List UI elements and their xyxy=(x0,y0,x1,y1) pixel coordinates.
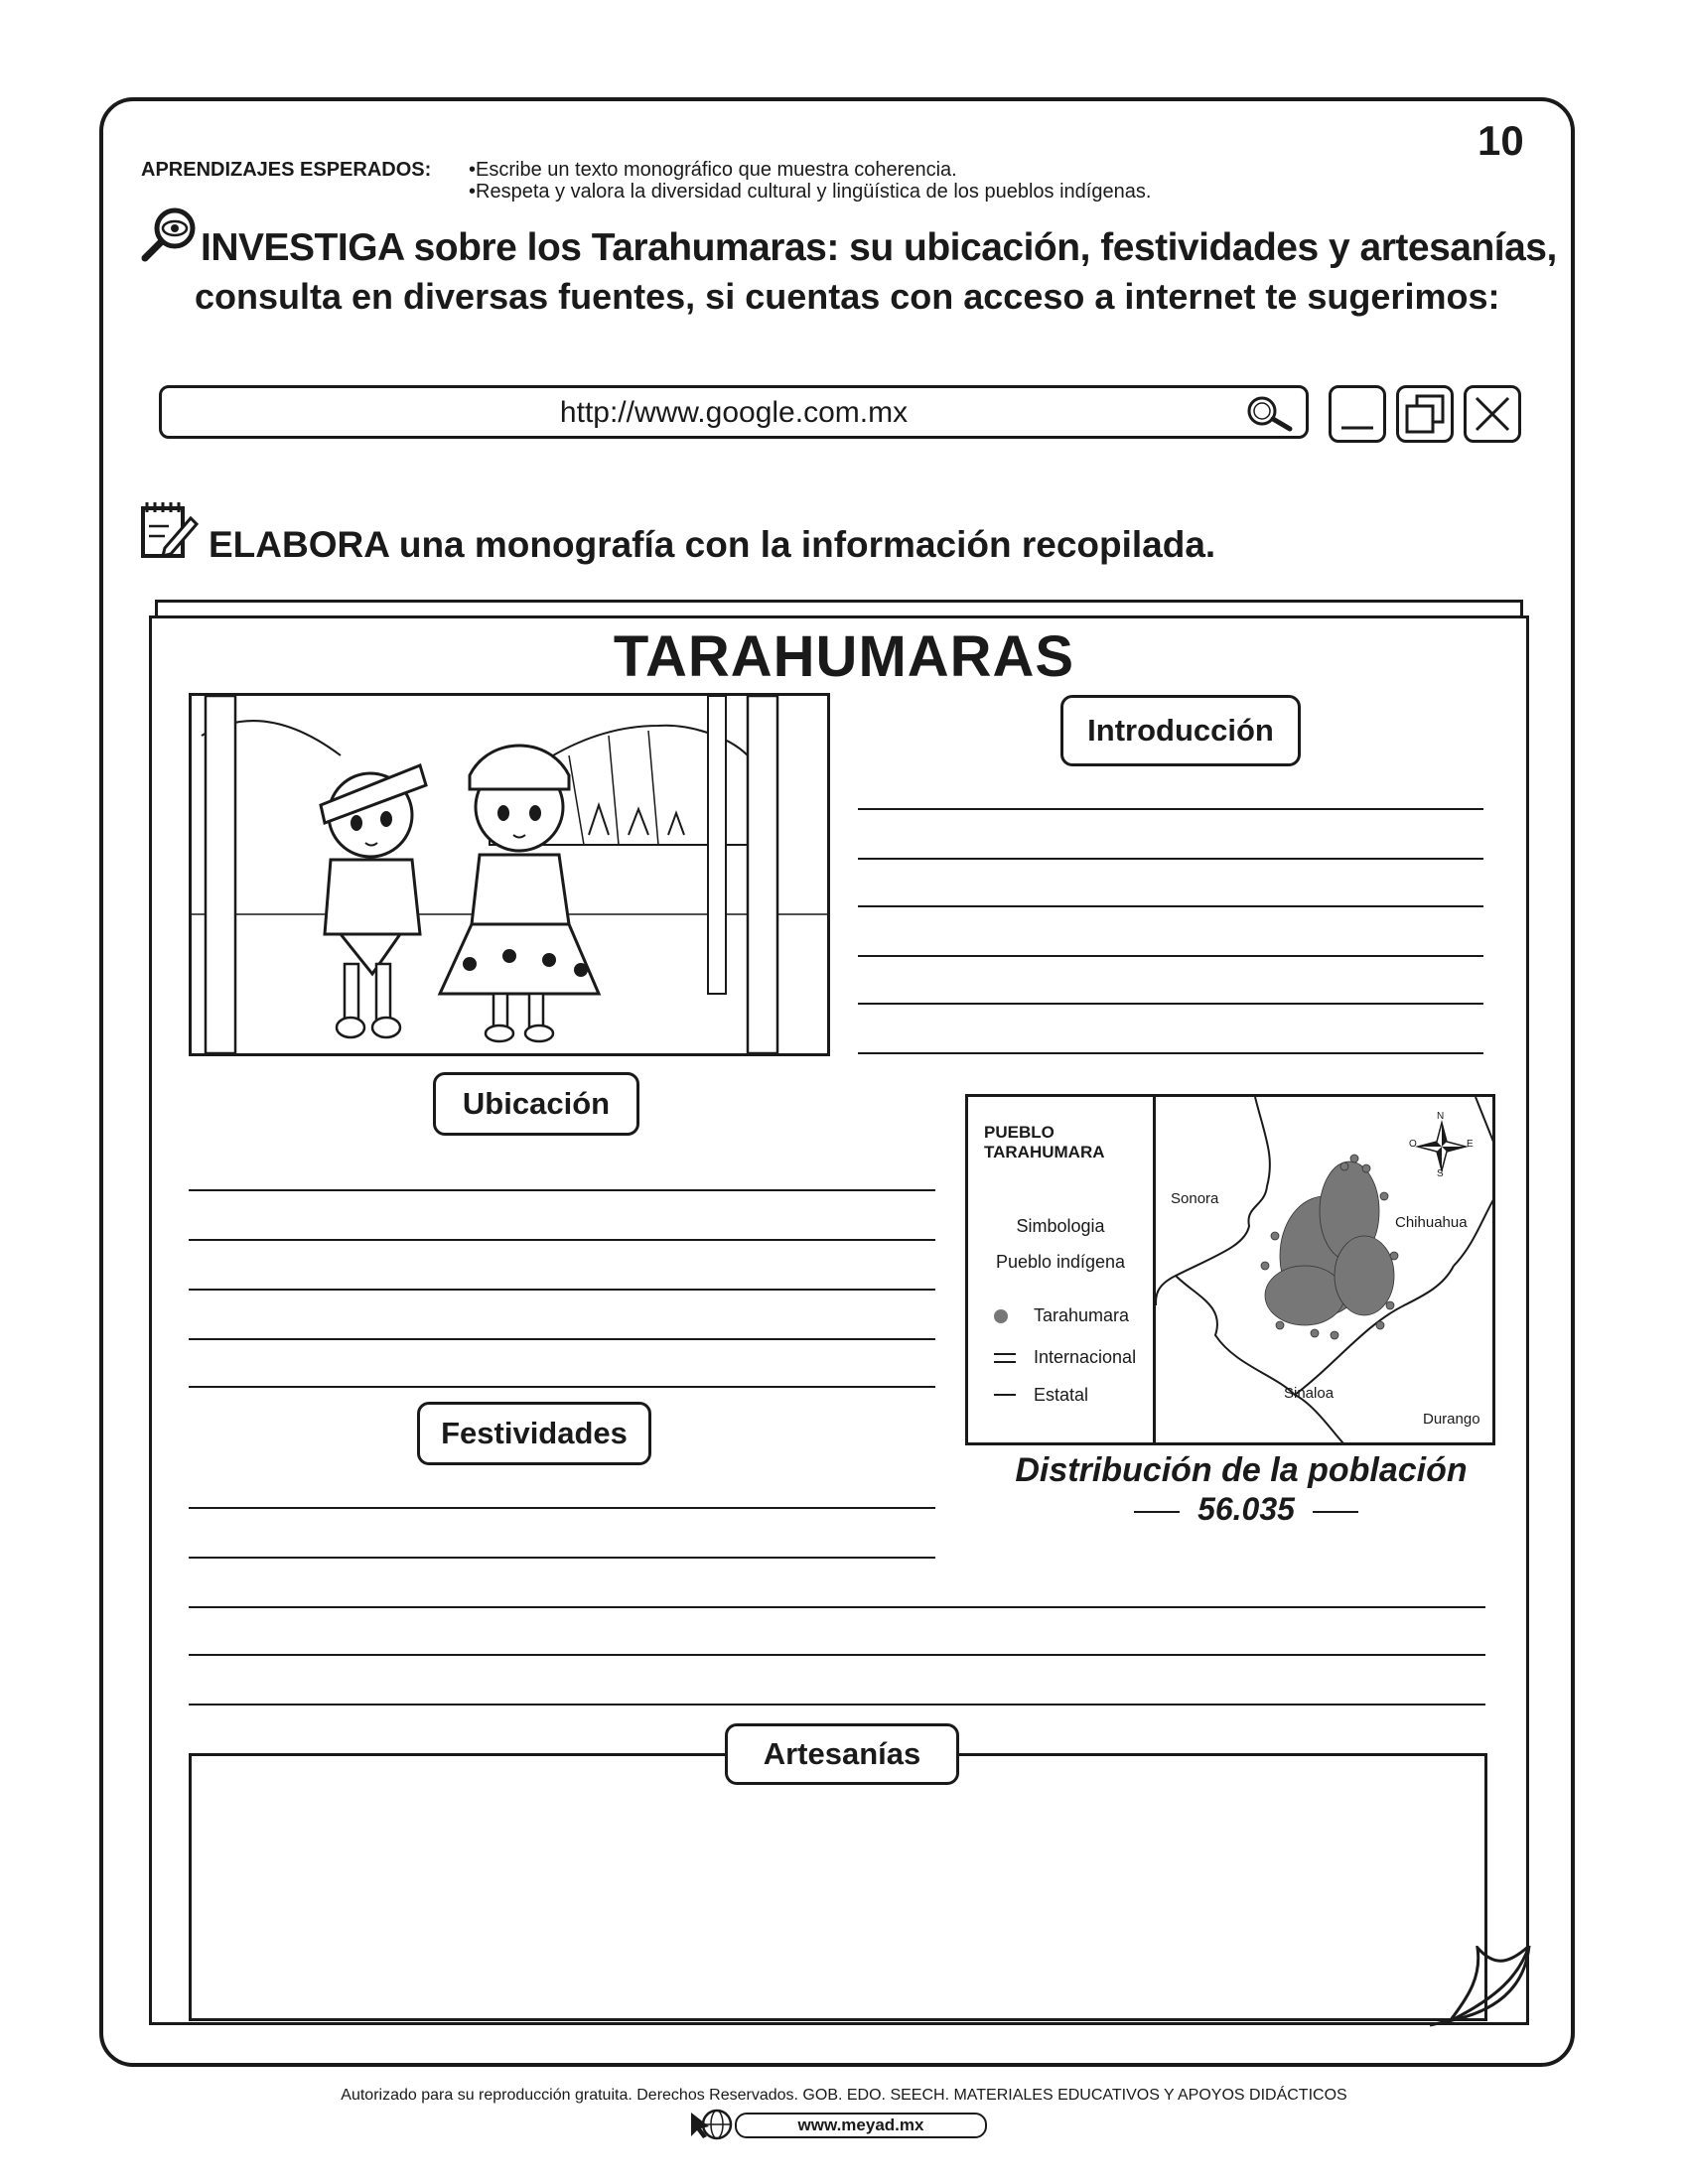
international-border-icon xyxy=(994,1353,1016,1363)
tarahumara-map xyxy=(965,1094,1495,1445)
writing-line[interactable] xyxy=(189,1654,1485,1656)
legend-estatal: Estatal xyxy=(1034,1385,1089,1405)
minimize-button[interactable] xyxy=(1329,385,1386,443)
writing-line[interactable] xyxy=(189,1289,935,1291)
page-number: 10 xyxy=(1477,117,1524,164)
elabora-instruction: ELABORA una monografía con la información recopilada. xyxy=(209,524,1216,565)
compass-rose-icon xyxy=(1418,1123,1466,1170)
state-border-icon xyxy=(994,1394,1016,1396)
magnifier-eye-icon xyxy=(139,206,199,266)
tarahumara-children-illustration xyxy=(189,693,830,1056)
artesanias-label: Artesanías xyxy=(725,1723,959,1785)
introduccion-label: Introducción xyxy=(1060,695,1301,766)
investiga-line-1: INVESTIGA sobre los Tarahumaras: su ubicación, festividades y artesanías, xyxy=(201,226,1557,269)
map-title-line-2: TARAHUMARA xyxy=(984,1143,1105,1161)
footer-url[interactable]: www.meyad.mx xyxy=(735,2113,987,2138)
monografia-title: TARAHUMARAS xyxy=(613,624,1075,689)
url-bar[interactable] xyxy=(159,385,1309,439)
search-icon[interactable] xyxy=(1240,391,1300,435)
ubicacion-label: Ubicación xyxy=(433,1072,639,1136)
writing-line[interactable] xyxy=(189,1606,1485,1608)
artesanias-box[interactable] xyxy=(189,1753,1487,2021)
writing-line[interactable] xyxy=(858,1003,1483,1005)
notepad-pencil-icon xyxy=(139,498,201,562)
writing-line[interactable] xyxy=(189,1338,935,1340)
map-pueblo-indigena: Pueblo indígena xyxy=(995,1252,1126,1272)
divider xyxy=(1313,1511,1358,1513)
aprendizajes-label: APRENDIZAJES ESPERADOS: xyxy=(141,159,432,181)
state-durango: Durango xyxy=(1423,1411,1480,1428)
writing-line[interactable] xyxy=(189,1557,935,1559)
compass-o: O xyxy=(1409,1139,1417,1150)
close-icon xyxy=(1467,388,1518,440)
compass-s: S xyxy=(1437,1168,1444,1179)
investiga-line-2: consulta en diversas fuentes, si cuentas con acceso a internet te sugerimos: xyxy=(195,276,1500,317)
writing-line[interactable] xyxy=(858,858,1483,860)
writing-line[interactable] xyxy=(189,1507,935,1509)
state-sonora: Sonora xyxy=(1171,1190,1219,1207)
writing-line[interactable] xyxy=(858,905,1483,907)
map-title-line-1: PUEBLO xyxy=(984,1123,1055,1142)
writing-line[interactable] xyxy=(189,1704,1485,1706)
legend-internacional: Internacional xyxy=(1034,1347,1137,1367)
footer-text: Autorizado para su reproducción gratuita. Derechos Reservados. GOB. EDO. SEECH. MATERIALES EDUCATIVOS Y APOYOS DIDÁCTICOS xyxy=(341,2087,1347,2104)
compass-e: E xyxy=(1467,1139,1474,1150)
aprendizaje-item-2: •Respeta y valora la diversidad cultural y lingüística de los pueblos indígenas. xyxy=(469,181,1152,203)
state-sinaloa: Sinaloa xyxy=(1284,1385,1335,1402)
compass-n: N xyxy=(1437,1111,1445,1122)
aprendizaje-item-1: •Escribe un texto monográfico que muestra coherencia. xyxy=(469,159,957,181)
tarahumara-dot-icon xyxy=(994,1309,1008,1323)
writing-line[interactable] xyxy=(189,1386,935,1388)
close-button[interactable] xyxy=(1464,385,1521,443)
writing-line[interactable] xyxy=(189,1239,935,1241)
poblacion-value: 56.035 xyxy=(1197,1491,1295,1527)
state-chihuahua: Chihuahua xyxy=(1395,1214,1468,1231)
writing-line[interactable] xyxy=(858,1052,1483,1054)
legend-tarahumara: Tarahumara xyxy=(1034,1305,1130,1325)
writing-line[interactable] xyxy=(858,808,1483,810)
map-simbologia: Simbologia xyxy=(1016,1216,1105,1236)
url-text: http://www.google.com.mx xyxy=(559,396,909,429)
minimize-icon xyxy=(1332,388,1383,440)
writing-line[interactable] xyxy=(189,1189,935,1191)
distribucion-label: Distribución de la población xyxy=(1015,1451,1468,1489)
festividades-label: Festividades xyxy=(417,1402,651,1465)
restore-button[interactable] xyxy=(1396,385,1454,443)
restore-icon xyxy=(1399,388,1451,440)
writing-line[interactable] xyxy=(858,955,1483,957)
paper-back-edge xyxy=(155,600,1523,615)
globe-cursor-icon xyxy=(687,2107,735,2142)
